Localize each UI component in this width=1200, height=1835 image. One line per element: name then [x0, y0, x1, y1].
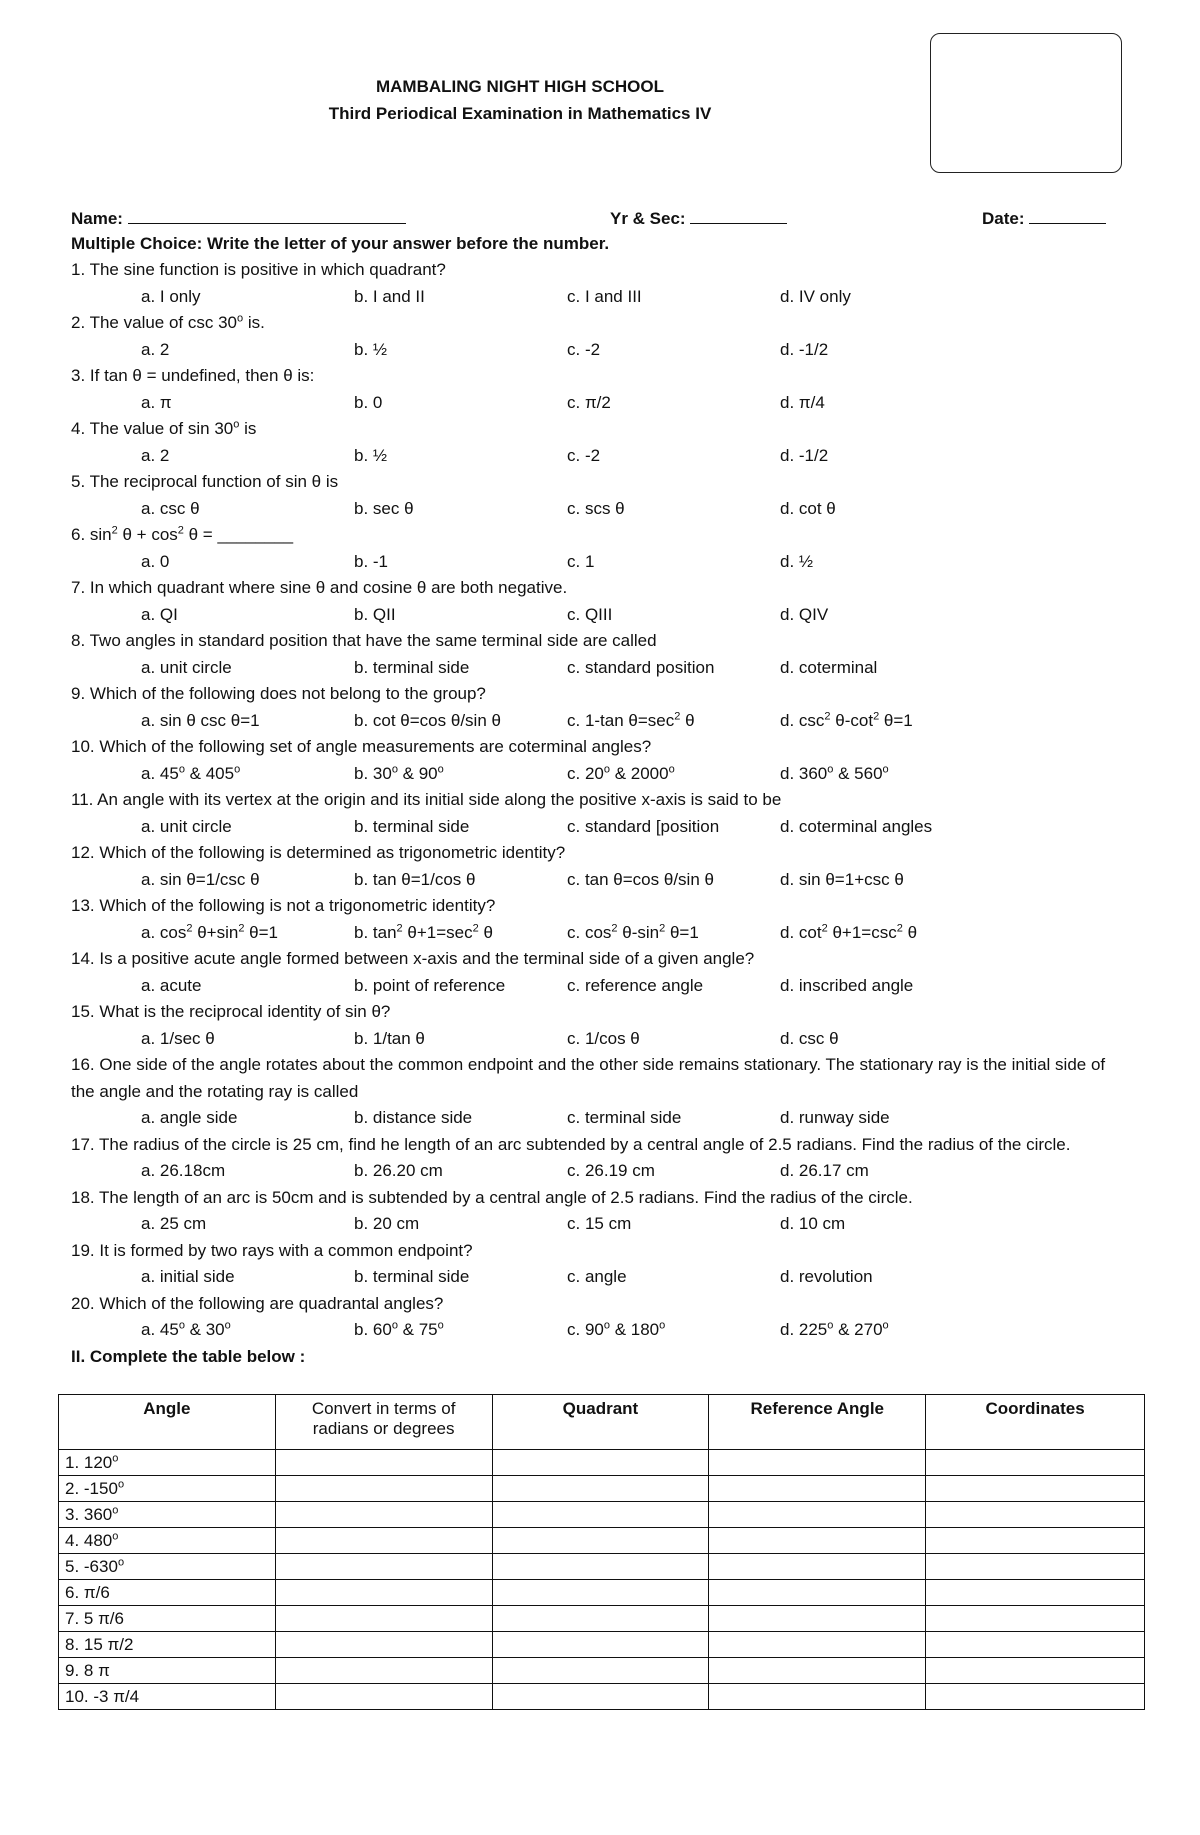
question-5-options [71, 496, 1131, 523]
section-2-title: II. Complete the table below : [71, 1346, 306, 1366]
option-a: a. I only [141, 286, 201, 306]
convert-cell[interactable] [275, 1632, 492, 1658]
option-a: a. unit circle [141, 657, 232, 677]
question-5: 5. The reciprocal function of sin θ is [71, 472, 339, 491]
option-d: d. π/4 [780, 392, 825, 412]
question-2: 2. The value of csc 30$^o$ is. [71, 312, 265, 332]
question-20-options [71, 1317, 1131, 1344]
option-a: a. sin θ=1/csc θ [141, 869, 260, 889]
option-b: b. terminal side [354, 1267, 470, 1286]
reference-angle-cell[interactable] [709, 1684, 926, 1710]
option-d: d. $\cot^2 \theta+1=\csc^2$ θ [780, 921, 918, 942]
option-c: c. π/2 [567, 392, 611, 412]
option-d: d. revolution [780, 1267, 873, 1286]
student-info-row [71, 205, 1131, 231]
question-13-options [71, 920, 1131, 947]
reference-angle-cell[interactable] [709, 1632, 926, 1658]
question-7: 7. In which quadrant where sine θ and cosine θ are both negative. [71, 578, 568, 597]
option-c: c. 15 cm [567, 1214, 632, 1233]
question-17: 17. The radius of the circle is 25 cm, find he length of an arc subtended by a central angle of 2.5 radians. Find the radius of the circle. [71, 1134, 1071, 1154]
option-b: b. 1/tan θ [354, 1028, 425, 1048]
table-body [59, 1450, 1145, 1710]
header-quadrant: Quadrant [492, 1395, 709, 1450]
question-3-options [71, 390, 1131, 417]
quadrant-cell[interactable] [492, 1528, 709, 1554]
option-d: d. 10 cm [780, 1214, 846, 1233]
convert-cell[interactable] [275, 1554, 492, 1580]
option-d: d. -1/2 [780, 339, 829, 359]
date-label: Date: [982, 209, 1025, 228]
option-c: c. QIII [567, 604, 613, 624]
yrsec-blank[interactable] [690, 207, 787, 224]
convert-cell[interactable] [275, 1476, 492, 1502]
coordinates-cell[interactable] [926, 1528, 1145, 1554]
question-9-options [71, 708, 1131, 735]
question-1: 1. The sine function is positive in which quadrant? [71, 260, 446, 279]
option-a: a. 1/sec θ [141, 1028, 215, 1048]
option-d: d. runway side [780, 1108, 890, 1127]
option-a: a. csc θ [141, 498, 200, 518]
reference-angle-cell[interactable] [709, 1476, 926, 1502]
question-19: 19. It is formed by two rays with a common endpoint? [71, 1240, 473, 1260]
option-a: a. 0 [141, 551, 170, 571]
angle-cell: 1. 120$^o$ [59, 1450, 276, 1476]
coordinates-cell[interactable] [926, 1554, 1145, 1580]
option-c: c. angle [567, 1267, 627, 1286]
convert-cell[interactable] [275, 1528, 492, 1554]
header-coordinates: Coordinates [926, 1395, 1145, 1450]
quadrant-cell[interactable] [492, 1580, 709, 1606]
question-17-options [71, 1158, 1131, 1185]
question-15: 15. What is the reciprocal identity of sin θ? [71, 1002, 391, 1021]
option-c: c. 20$^o$ & 2000$^o$ [567, 762, 675, 783]
question-20: 20. Which of the following are quadrantal angles? [71, 1293, 444, 1313]
table-row [59, 1528, 1145, 1554]
option-d: d. 26.17 cm [780, 1161, 869, 1180]
question-13: 13. Which of the following is not a trigonometric identity? [71, 896, 496, 915]
quadrant-cell[interactable] [492, 1502, 709, 1528]
option-d: d. csc θ [780, 1028, 839, 1048]
date-blank[interactable] [1029, 207, 1106, 224]
question-1-options [71, 284, 1131, 311]
option-b: b. distance side [354, 1108, 473, 1127]
quadrant-cell[interactable] [492, 1554, 709, 1580]
reference-angle-cell[interactable] [709, 1554, 926, 1580]
option-b: b. -1 [354, 551, 389, 571]
option-d: d. -1/2 [780, 445, 829, 465]
question-15-options [71, 1026, 1131, 1053]
option-a: a. 25 cm [141, 1214, 207, 1233]
option-c: c. standard [position [567, 816, 720, 836]
table-row [59, 1502, 1145, 1528]
table-header-row [59, 1395, 1145, 1450]
question-3: 3. If tan θ = undefined, then θ is: [71, 366, 315, 385]
option-a: a. angle side [141, 1108, 238, 1127]
option-c: c. 1/cos θ [567, 1028, 640, 1048]
angle-cell: 3. 360$^o$ [59, 1502, 276, 1528]
question-19-options [71, 1264, 1131, 1291]
instructions: Multiple Choice: Write the letter of your answer before the number. [71, 234, 610, 253]
option-c: c. -2 [567, 445, 601, 465]
question-16-options [71, 1105, 1131, 1132]
option-c: c. 1-tan $\theta=\sec^2$ θ [567, 709, 695, 730]
option-a: a. 26.18cm [141, 1161, 226, 1180]
angle-cell: 9. 8 π [59, 1658, 276, 1684]
convert-cell[interactable] [275, 1502, 492, 1528]
option-b: b. 30$^o$ & 90$^o$ [354, 762, 444, 783]
question-11-options [71, 814, 1131, 841]
coordinates-cell[interactable] [926, 1606, 1145, 1632]
question-18-options [71, 1211, 1131, 1238]
angle-cell: 6. π/6 [59, 1580, 276, 1606]
yrsec-label: Yr & Sec: [610, 209, 686, 228]
option-b: b. terminal side [354, 816, 470, 836]
coordinates-cell[interactable] [926, 1658, 1145, 1684]
question-4: 4. The value of sin 30$^o$ is [71, 418, 257, 438]
date-field[interactable] [982, 207, 1106, 229]
option-b: b. $\tan^2 \theta+1=\sec^2$ θ [354, 921, 493, 942]
option-b: b. tan θ=1/cos θ [354, 869, 476, 889]
option-d: d. $\csc^2 \theta-\cot^2$ θ=1 [780, 709, 913, 730]
reference-angle-cell[interactable] [709, 1606, 926, 1632]
angle-cell: 5. -630$^o$ [59, 1554, 276, 1580]
yrsec-field[interactable] [610, 207, 787, 229]
convert-cell[interactable] [275, 1606, 492, 1632]
option-c: c. 90$^o$ & 180$^o$ [567, 1319, 666, 1339]
question-12-options [71, 867, 1131, 894]
option-b: b. 60$^o$ & 75$^o$ [354, 1319, 444, 1339]
question-8-options [71, 655, 1131, 682]
option-b: b. 20 cm [354, 1214, 420, 1233]
name-label: Name: [71, 209, 123, 228]
reference-angle-cell[interactable] [709, 1502, 926, 1528]
reference-angle-cell[interactable] [709, 1528, 926, 1554]
angle-cell: 7. 5 π/6 [59, 1606, 276, 1632]
question-14: 14. Is a positive acute angle formed between x-axis and the terminal side of a given angle? [71, 949, 755, 968]
option-b: b. cot θ=cos θ/sin θ [354, 710, 501, 730]
coordinates-cell[interactable] [926, 1476, 1145, 1502]
question-10: 10. Which of the following set of angle measurements are coterminal angles? [71, 737, 652, 756]
question-12: 12. Which of the following is determined as trigonometric identity? [71, 843, 566, 862]
question-6-options [71, 549, 1131, 576]
angle-cell: 8. 15 π/2 [59, 1632, 276, 1658]
question-11: 11. An angle with its vertex at the origin and its initial side along the positive x-axis is said to be [71, 790, 782, 809]
option-b: b. ½ [354, 339, 388, 359]
option-d: d. ½ [780, 551, 814, 571]
option-d: d. QIV [780, 604, 829, 624]
question-4-options [71, 443, 1131, 470]
exam-title: Third Periodical Examination in Mathematics IV [328, 104, 712, 123]
option-c: c. $\cos^2 \theta-\sin^2$ θ=1 [567, 921, 699, 942]
question-18: 18. The length of an arc is 50cm and is subtended by a central angle of 2.5 radians. Find the radius of the circle. [71, 1187, 913, 1207]
angle-cell: 2. -150$^o$ [59, 1476, 276, 1502]
school-name: MAMBALING NIGHT HIGH SCHOOL [375, 77, 665, 96]
quadrant-cell[interactable] [492, 1450, 709, 1476]
coordinates-cell[interactable] [926, 1632, 1145, 1658]
option-b: b. sec θ [354, 498, 414, 518]
table-row [59, 1684, 1145, 1710]
convert-cell[interactable] [275, 1684, 492, 1710]
reference-angle-cell[interactable] [709, 1658, 926, 1684]
option-d: d. coterminal angles [780, 816, 933, 836]
answer-table [58, 1394, 1145, 1710]
header-convert: Convert in terms of radians or degrees [275, 1395, 492, 1450]
option-a: a. initial side [141, 1267, 235, 1286]
reference-angle-cell[interactable] [709, 1450, 926, 1476]
option-b: b. I and II [354, 286, 425, 306]
question-list [71, 257, 1131, 1344]
question-14-options [71, 973, 1131, 1000]
table-row [59, 1658, 1145, 1684]
coordinates-cell[interactable] [926, 1502, 1145, 1528]
option-c: c. 1 [567, 551, 595, 571]
question-6: 6. $\sin^2 \theta + \cos^2 \theta$ = ________ [71, 524, 294, 544]
option-a: a. 2 [141, 339, 170, 359]
exam-header [0, 76, 1040, 125]
name-field[interactable] [71, 207, 406, 229]
option-c: c. 26.19 cm [567, 1161, 655, 1180]
table-row [59, 1632, 1145, 1658]
convert-cell[interactable] [275, 1450, 492, 1476]
question-8: 8. Two angles in standard position that have the same terminal side are called [71, 631, 657, 650]
question-9: 9. Which of the following does not belong to the group? [71, 684, 486, 703]
question-16: 16. One side of the angle rotates about the common endpoint and the other side remains stationary. The stationary ray is the initial side of the angle and the rotating ray is called [71, 1055, 1106, 1101]
option-c: c. I and III [567, 286, 642, 306]
option-d: d. IV only [780, 286, 851, 306]
option-c: c. standard position [567, 657, 715, 677]
table-row [59, 1606, 1145, 1632]
coordinates-cell[interactable] [926, 1450, 1145, 1476]
option-a: a. QI [141, 604, 178, 624]
option-c: c. reference angle [567, 975, 704, 995]
option-c: c. scs θ [567, 498, 625, 518]
option-a: a. $\cos^2 \theta+\sin^2$ θ=1 [141, 921, 279, 942]
convert-cell[interactable] [275, 1580, 492, 1606]
option-c: c. tan θ=cos θ/sin θ [567, 869, 714, 889]
option-c: c. terminal side [567, 1108, 682, 1127]
name-blank[interactable] [128, 207, 406, 224]
option-d: d. cot θ [780, 498, 836, 518]
option-a: a. unit circle [141, 816, 232, 836]
question-2-options [71, 337, 1131, 364]
option-a: a. π [141, 392, 172, 412]
option-c: c. -2 [567, 339, 601, 359]
option-b: b. 26.20 cm [354, 1161, 443, 1180]
coordinates-cell[interactable] [926, 1684, 1145, 1710]
table-row [59, 1476, 1145, 1502]
exam-content [71, 205, 1131, 1368]
angle-cell: 4. 480$^o$ [59, 1528, 276, 1554]
header-reference-angle: Reference Angle [709, 1395, 926, 1450]
option-a: a. 2 [141, 445, 170, 465]
reference-angle-cell[interactable] [709, 1580, 926, 1606]
convert-cell[interactable] [275, 1658, 492, 1684]
quadrant-cell[interactable] [492, 1476, 709, 1502]
option-d: d. 225$^o$ & 270$^o$ [780, 1319, 889, 1339]
table-row [59, 1580, 1145, 1606]
option-d: d. coterminal [780, 657, 878, 677]
option-b: b. ½ [354, 445, 388, 465]
question-7-options [71, 602, 1131, 629]
option-b: b. point of reference [354, 975, 506, 995]
option-a: a. acute [141, 975, 202, 995]
table-row [59, 1554, 1145, 1580]
option-d: d. sin θ=1+csc θ [780, 869, 904, 889]
option-b: b. terminal side [354, 657, 470, 677]
table-row [59, 1450, 1145, 1476]
option-d: d. 360$^o$ & 560$^o$ [780, 762, 889, 783]
option-a: a. sin θ csc θ=1 [141, 710, 260, 730]
quadrant-cell[interactable] [492, 1658, 709, 1684]
quadrant-cell[interactable] [492, 1606, 709, 1632]
option-d: d. inscribed angle [780, 975, 914, 995]
coordinates-cell[interactable] [926, 1580, 1145, 1606]
question-10-options [71, 761, 1131, 788]
option-a: a. 45$^o$ & 30$^o$ [141, 1319, 231, 1339]
header-angle: Angle [59, 1395, 276, 1450]
angle-cell: 10. -3 π/4 [59, 1684, 276, 1710]
quadrant-cell[interactable] [492, 1684, 709, 1710]
option-a: a. 45$^o$ & 405$^o$ [141, 762, 241, 783]
option-b: b. 0 [354, 392, 383, 412]
quadrant-cell[interactable] [492, 1632, 709, 1658]
option-b: b. QII [354, 604, 396, 624]
